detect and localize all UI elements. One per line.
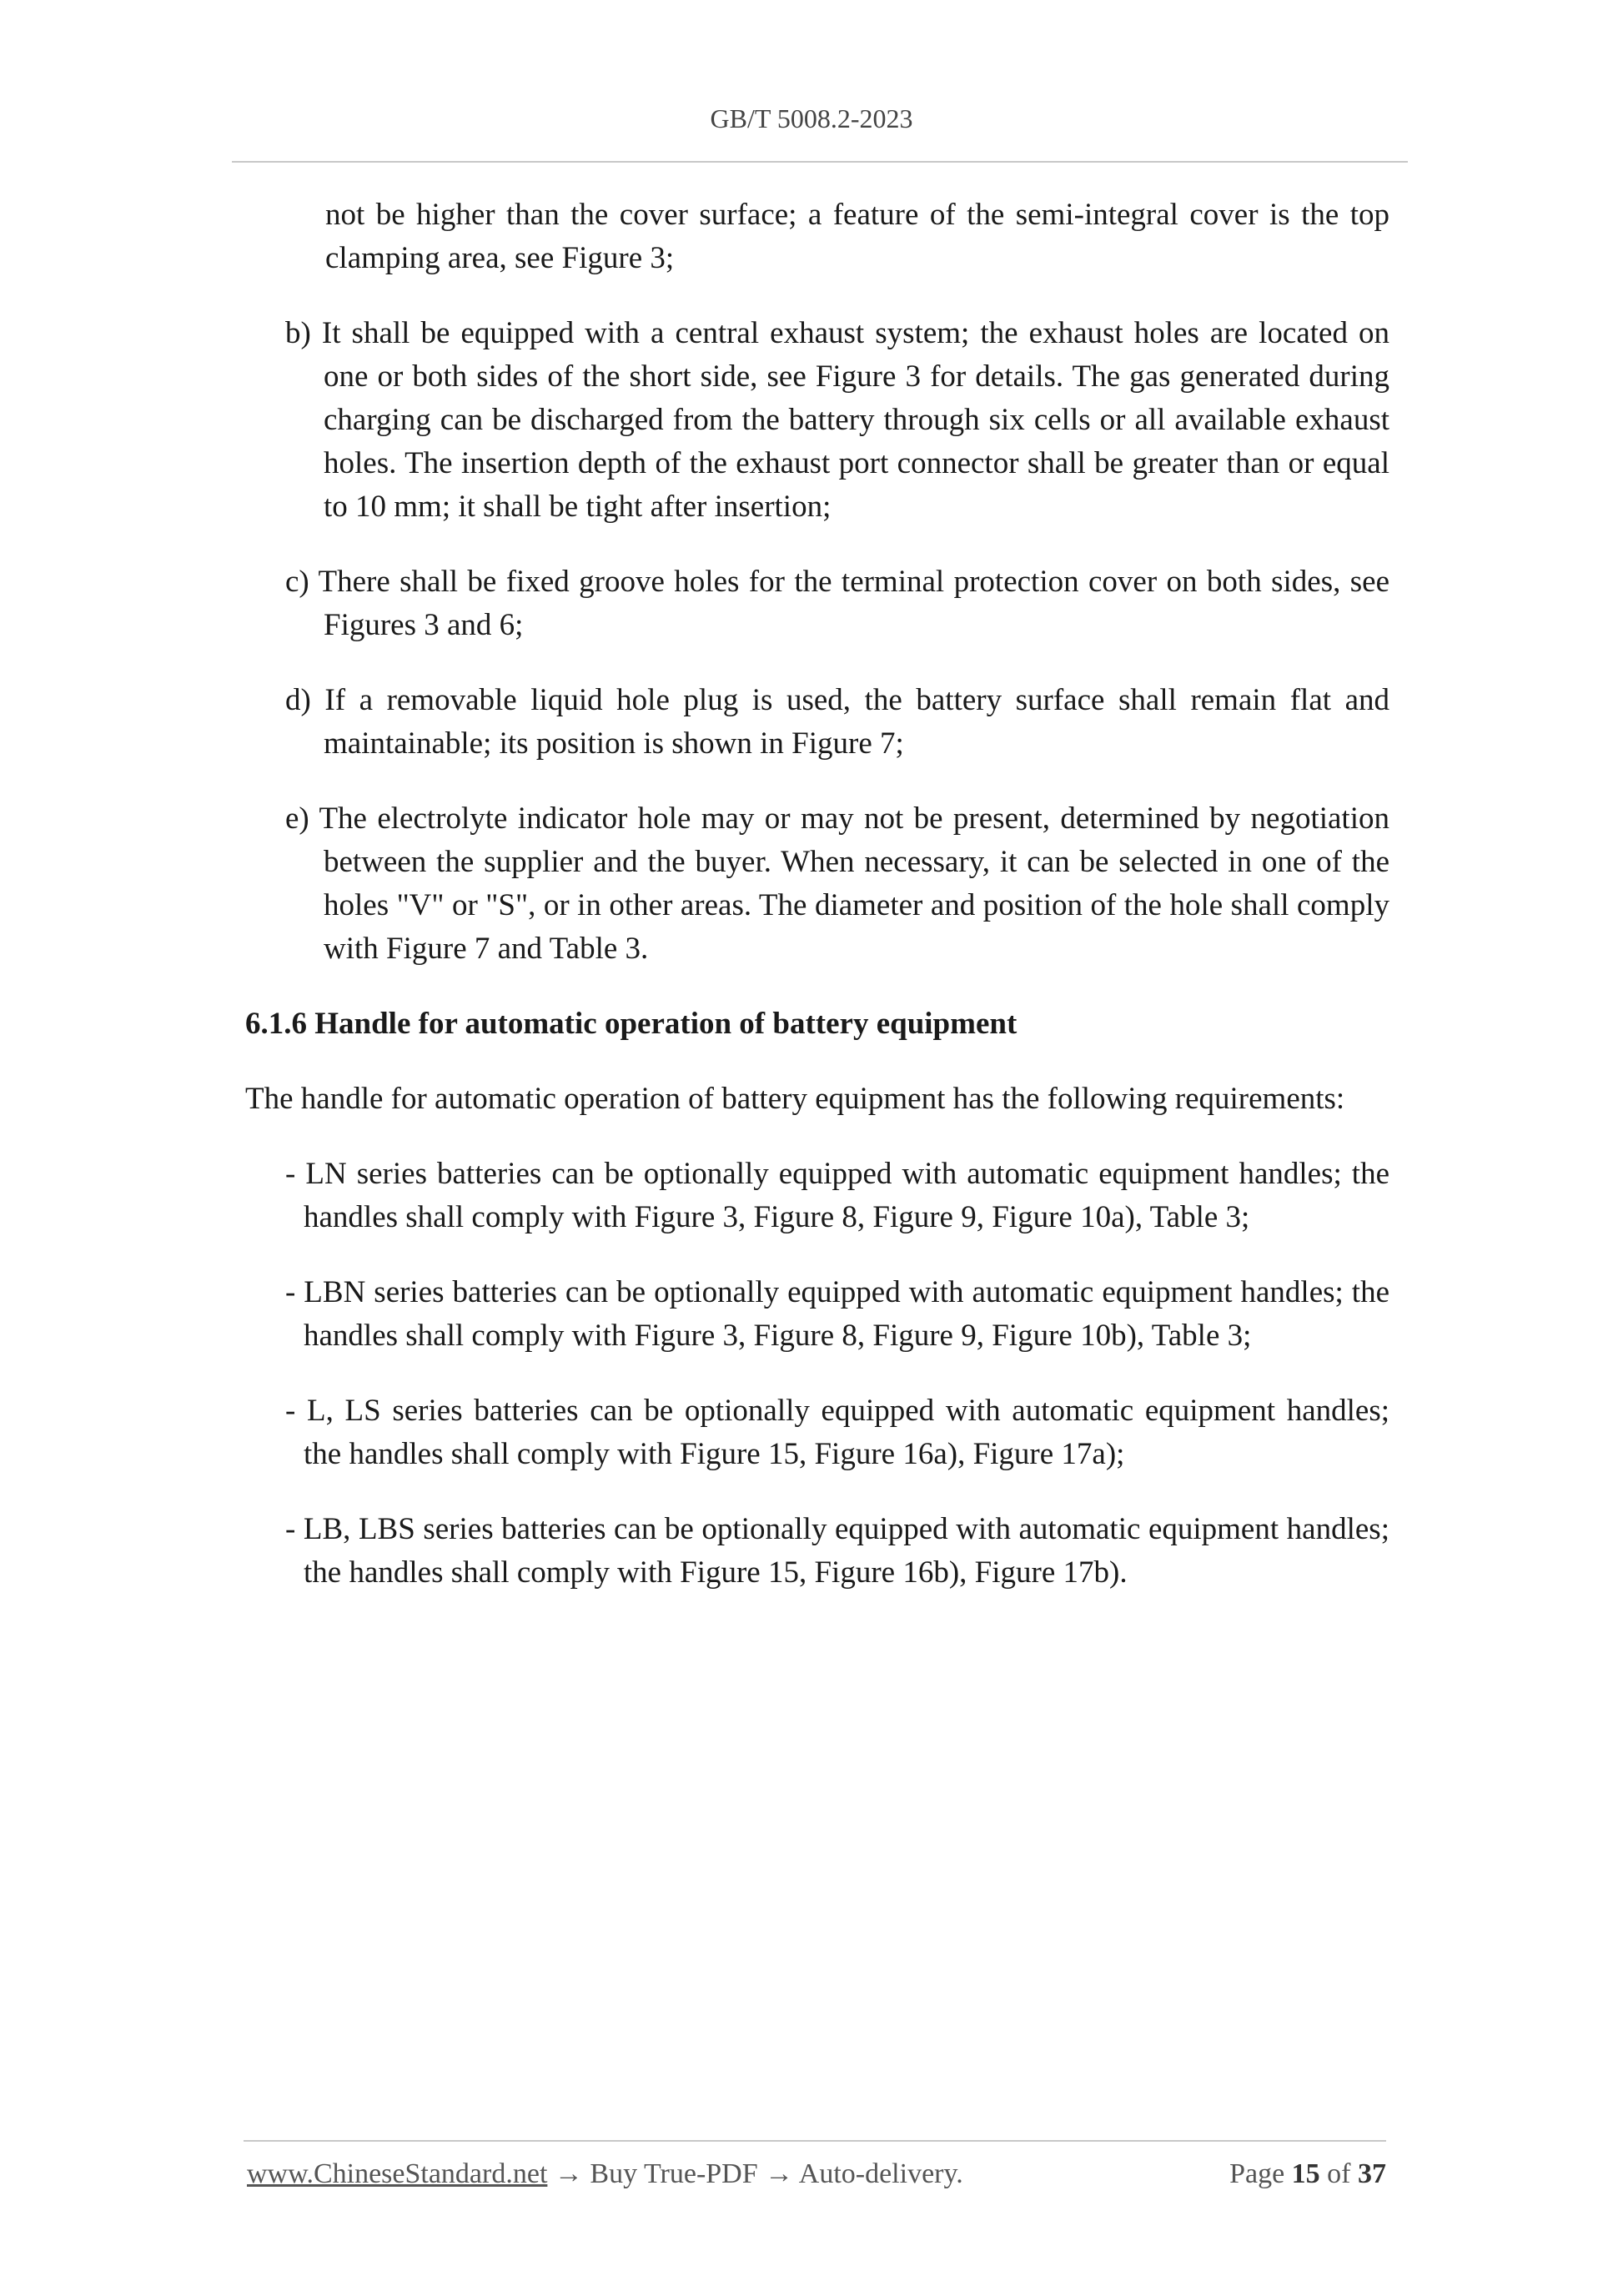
document-body (245, 193, 1389, 1626)
dash-item-lb-lbs: - LB, LBS series batteries can be optionally equipped with automatic equipment handles; the handles shall comply with Figure 15, Figure 16b), Figure 17b). (285, 1512, 1389, 1590)
list-marker: e) (285, 801, 309, 836)
list-item-c (285, 560, 1389, 647)
page-current: 15 (1291, 2158, 1320, 2189)
list-item-b (285, 312, 1389, 529)
footer-divider (244, 2140, 1386, 2142)
promo-text: → Buy True-PDF → Auto-delivery. (547, 2158, 963, 2189)
list-marker: d) (285, 683, 311, 717)
list-marker: b) (285, 316, 311, 350)
page-label: Page (1229, 2158, 1285, 2189)
page-number (1229, 2158, 1386, 2190)
footer-promo (247, 2158, 963, 2190)
dash-item-l-ls: - L, LS series batteries can be optionally equipped with automatic equipment handles; the handles shall comply with Figure 15, Figure 16a), Figure 17a); (285, 1394, 1389, 1471)
continued-paragraph: not be higher than the cover surface; a feature of the semi-integral cover is the top clamping area, see Figure 3; (325, 198, 1389, 275)
dash-item-lbn: - LBN series batteries can be optionally equipped with automatic equipment handles; the handles shall comply with Figure 3, Figure 8, Figure 9, Figure 10b), Table 3; (285, 1275, 1389, 1353)
list-text: It shall be equipped with a central exhaust system; the exhaust holes are located on one or both sides of the short side, see Figure 3 for details. The gas generated during charging can be discharged from the battery through six cells or all available exhaust holes. The insertion depth of the exhaust port connector shall be greater than or equal to 10 mm; it shall be tight after insertion; (321, 316, 1390, 524)
page-of: of (1327, 2158, 1351, 2189)
list-item-e (285, 797, 1389, 971)
document-header: GB/T 5008.2-2023 (710, 103, 913, 133)
page-total: 37 (1358, 2158, 1386, 2189)
list-text: If a removable liquid hole plug is used, the battery surface shall remain flat and maintainable; its position is shown in Figure 7; (324, 683, 1390, 761)
header-divider (232, 161, 1408, 163)
section-intro: The handle for automatic operation of battery equipment has the following requirements: (245, 1082, 1345, 1116)
page-footer (247, 2158, 1386, 2190)
list-marker: c) (285, 565, 309, 599)
list-item-d (285, 679, 1389, 766)
site-link[interactable]: www.ChineseStandard.net (247, 2158, 548, 2189)
section-heading: 6.1.6 Handle for automatic operation of battery equipment (245, 1007, 1018, 1041)
list-text: The electrolyte indicator hole may or may not be present, determined by negotiation between the supplier and the buyer. When necessary, it can be selected in one of the holes "V" or "S", or in other areas. The diameter and position of the hole shall comply with Figure 7 and Table 3. (319, 801, 1389, 966)
dash-item-ln: - LN series batteries can be optionally equipped with automatic equipment handles; the handles shall comply with Figure 3, Figure 8, Figure 9, Figure 10a), Table 3; (285, 1157, 1389, 1234)
list-text: There shall be fixed groove holes for the terminal protection cover on both sides, see Figures 3 and 6; (318, 565, 1389, 642)
